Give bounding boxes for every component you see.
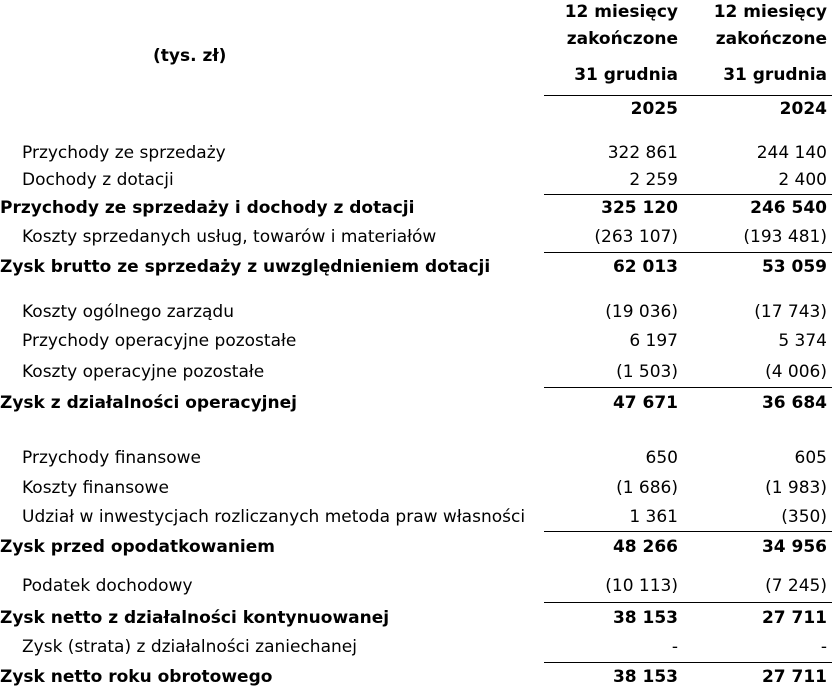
row-label: Zysk z działalności operacyjnej (0, 393, 297, 413)
row-label: Koszty finansowe (22, 478, 169, 498)
row-label: Zysk netto roku obrotowego (0, 667, 273, 687)
units-label: (tys. zł) (153, 46, 227, 66)
subtotal-rule (544, 252, 832, 253)
row-label: Dochody z dotacji (22, 170, 174, 190)
row-value-2025: 650 (645, 448, 678, 468)
row-value-2024: 27 711 (761, 667, 827, 687)
row-value-2025: 2 259 (629, 170, 678, 190)
row-label: Przychody ze sprzedaży (22, 143, 226, 163)
subtotal-rule (544, 194, 832, 195)
row-label: Udział w inwestycjach rozliczanych metoda praw własności (22, 507, 526, 527)
subtotal-rule (544, 662, 832, 663)
row-value-2024: 246 540 (750, 198, 827, 218)
header-rule (544, 95, 832, 96)
row-value-2024: 36 684 (761, 393, 827, 413)
row-value-2024: (193 481) (743, 227, 827, 247)
row-value-2025: 322 861 (607, 143, 678, 163)
row-label: Koszty sprzedanych usług, towarów i materiałów (22, 227, 437, 247)
row-label: Koszty ogólnego zarządu (22, 302, 234, 322)
row-value-2025: (1 503) (616, 362, 678, 382)
col-2024-header-line1: 12 miesięcy (713, 2, 827, 22)
row-label: Zysk netto z działalności kontynuowanej (0, 608, 390, 628)
row-label: Przychody finansowe (22, 448, 201, 468)
row-label: Przychody operacyjne pozostałe (22, 331, 297, 351)
row-label: Koszty operacyjne pozostałe (22, 362, 265, 382)
row-value-2024: 5 374 (778, 331, 827, 351)
row-label: Przychody ze sprzedaży i dochody z dotacji (0, 198, 415, 218)
col-2024-header-date: 31 grudnia (723, 65, 827, 85)
row-value-2025: 62 013 (612, 257, 678, 277)
row-value-2025: (19 036) (605, 302, 678, 322)
row-value-2025: - (671, 637, 678, 657)
subtotal-rule (544, 387, 832, 388)
col-2025-header-line1: 12 miesięcy (564, 2, 678, 22)
row-value-2024: (17 743) (754, 302, 827, 322)
row-value-2024: 605 (794, 448, 827, 468)
row-label: Zysk (strata) z działalności zaniechanej (22, 637, 357, 657)
row-value-2025: 38 153 (612, 667, 678, 687)
col-2025-header-line2: zakończone (566, 29, 678, 49)
col-2024-header-year: 2024 (779, 99, 827, 119)
row-value-2025: (10 113) (605, 576, 678, 596)
col-2024-header-line2: zakończone (715, 29, 827, 49)
row-value-2024: (7 245) (765, 576, 827, 596)
row-value-2024: (4 006) (765, 362, 827, 382)
subtotal-rule (544, 602, 832, 603)
row-value-2024: 34 956 (761, 537, 827, 557)
col-2025-header-date: 31 grudnia (574, 65, 678, 85)
row-value-2024: (1 983) (765, 478, 827, 498)
row-value-2024: 53 059 (761, 257, 827, 277)
row-value-2025: 1 361 (629, 507, 678, 527)
row-value-2024: (350) (781, 507, 827, 527)
row-value-2024: 244 140 (756, 143, 827, 163)
row-value-2025: 47 671 (612, 393, 678, 413)
row-value-2024: - (820, 637, 827, 657)
row-value-2024: 2 400 (778, 170, 827, 190)
row-value-2025: (263 107) (594, 227, 678, 247)
row-value-2025: 325 120 (601, 198, 678, 218)
row-value-2025: 6 197 (629, 331, 678, 351)
row-value-2025: (1 686) (616, 478, 678, 498)
subtotal-rule (544, 531, 832, 532)
row-value-2024: 27 711 (761, 608, 827, 628)
row-value-2025: 48 266 (612, 537, 678, 557)
row-value-2025: 38 153 (612, 608, 678, 628)
row-label: Podatek dochodowy (22, 576, 193, 596)
row-label: Zysk przed opodatkowaniem (0, 537, 275, 557)
col-2025-header-year: 2025 (630, 99, 678, 119)
row-label: Zysk brutto ze sprzedaży z uwzględnieniem dotacji (0, 257, 491, 277)
